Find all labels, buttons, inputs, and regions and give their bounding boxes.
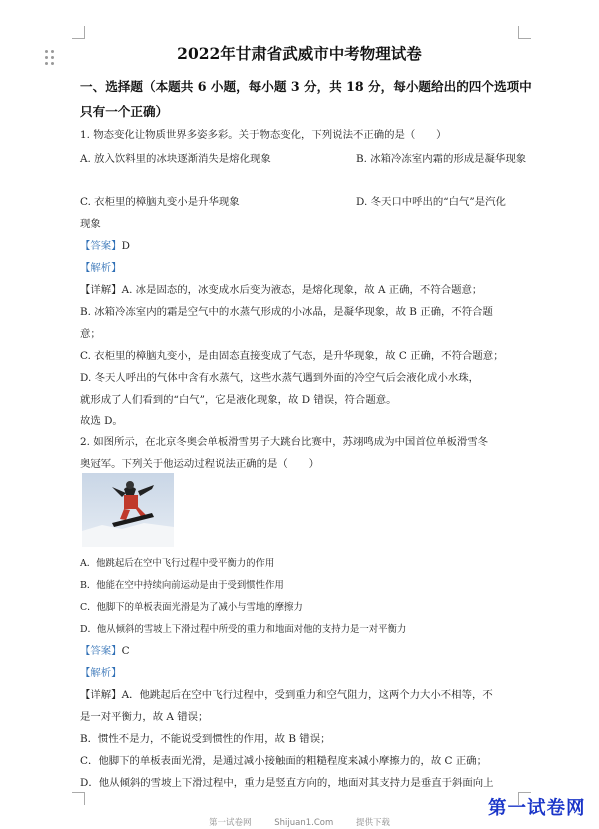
- q2-explain-line3: B．惯性不是力，不能说受到惯性的作用，故 B 错误；: [80, 733, 331, 745]
- q1-answer-value: D: [121, 240, 130, 252]
- footer-provide: 提供下载: [355, 818, 390, 828]
- q2-stem-line2: 奥冠军。下列关于他运动过程说法正确的是（ ）: [80, 458, 319, 470]
- corner-mark-bottom-left: [72, 792, 85, 805]
- q1-option-b: B. 冰箱冷冻室内霜的形成是凝华现象: [356, 153, 527, 165]
- q1-analysis-tag: 【解析】: [80, 262, 122, 274]
- q1-answer: [80, 237, 130, 252]
- answer-tag: 【答案】: [80, 240, 122, 252]
- q1-explain-line1: 【详解】A. 冰是固态的，冰变成水后变为液态，是熔化现象，故 A 正确，不符合题意；: [80, 284, 483, 296]
- q2-option-d: D．他从倾斜的雪坡上下滑过程中所受的重力和地面对他的支持力是一对平衡力: [80, 624, 407, 635]
- page-title: 2022年甘肃省武威市中考物理试卷: [177, 44, 422, 63]
- section-heading-line1: 一、选择题（本题共 6 小题，每小题 3 分，共 18 分，每小题给出的四个选项中: [80, 79, 532, 94]
- q2-analysis-tag: 【解析】: [80, 667, 122, 679]
- q2-answer-value: C: [121, 645, 130, 657]
- q1-explain-line3: 意；: [80, 328, 101, 340]
- explain-tag: 【详解】: [80, 284, 122, 296]
- q2-explain-line1: 【详解】A．他跳起后在空中飞行过程中，受到重力和空气阻力，这两个力大小不相等，不: [80, 689, 493, 701]
- q2-answer: [80, 642, 130, 657]
- q1-explain-line5: D. 冬天人呼出的气体中含有水蒸气，这些水蒸气遇到外面的冷空气后会液化成小水珠，: [80, 372, 480, 384]
- site-logo: 第一试卷网: [488, 798, 586, 819]
- q2-stem-line1: 2. 如图所示，在北京冬奥会单板滑雪男子大跳台比赛中，苏翊鸣成为中国首位单板滑雪冬: [80, 436, 489, 448]
- q1-conclusion: 故选 D。: [80, 415, 123, 427]
- q2-explain-line5: D．他从倾斜的雪坡上下滑过程中，重力是竖直方向的，地面对其支持力是垂直于斜面向上: [80, 777, 494, 789]
- answer-tag: 【答案】: [80, 645, 122, 657]
- section-heading-line2: 只有一个正确）: [80, 104, 169, 119]
- footer-site-url[interactable]: Shijuan1.Com: [274, 818, 334, 828]
- q2-explain-line2: 是一对平衡力，故 A 错误；: [80, 711, 209, 723]
- footer-site-name: 第一试卷网: [209, 818, 252, 828]
- explain-tag: 【详解】: [80, 689, 122, 701]
- q1-option-d-cont: 现象: [80, 218, 101, 230]
- q1-option-c: C. 衣柜里的樟脑丸变小是升华现象: [80, 196, 240, 208]
- q2-option-a: A．他跳起后在空中飞行过程中受平衡力的作用: [80, 558, 275, 569]
- corner-mark-top-left: [72, 26, 85, 39]
- q2-explain-line4: C．他脚下的单板表面光滑，是通过减小接触面的粗糙程度来减小摩擦力的，故 C 正确；: [80, 755, 487, 767]
- q2-option-b: B．他能在空中持续向前运动是由于受到惯性作用: [80, 580, 284, 591]
- snowboarder-photo: [82, 473, 174, 547]
- q1-explain-line2: B. 冰箱冷冻室内的霜是空气中的水蒸气形成的小冰晶，是凝华现象，故 B 正确，不符合题: [80, 306, 493, 318]
- corner-mark-top-right: [518, 26, 531, 39]
- page-footer: [0, 816, 599, 828]
- q1-option-d: D. 冬天口中呼出的“白气”是汽化: [356, 196, 506, 208]
- q1-explain-line4: C. 衣柜里的樟脑丸变小，是由固态直接变成了气态，是升华现象，故 C 正确，不符合题意；: [80, 350, 504, 362]
- q1-stem: 1. 物态变化让物质世界多姿多彩。关于物态变化，下列说法不正确的是（ ）: [80, 129, 447, 141]
- q2-option-c: C．他脚下的单板表面光滑是为了减小与雪地的摩擦力: [80, 602, 303, 613]
- q1-explain-line6: 就形成了人们看到的“白气”，它是液化现象，故 D 错误，符合题意。: [80, 394, 397, 406]
- q1-option-a: A. 放入饮料里的冰块逐渐消失是熔化现象: [80, 153, 271, 165]
